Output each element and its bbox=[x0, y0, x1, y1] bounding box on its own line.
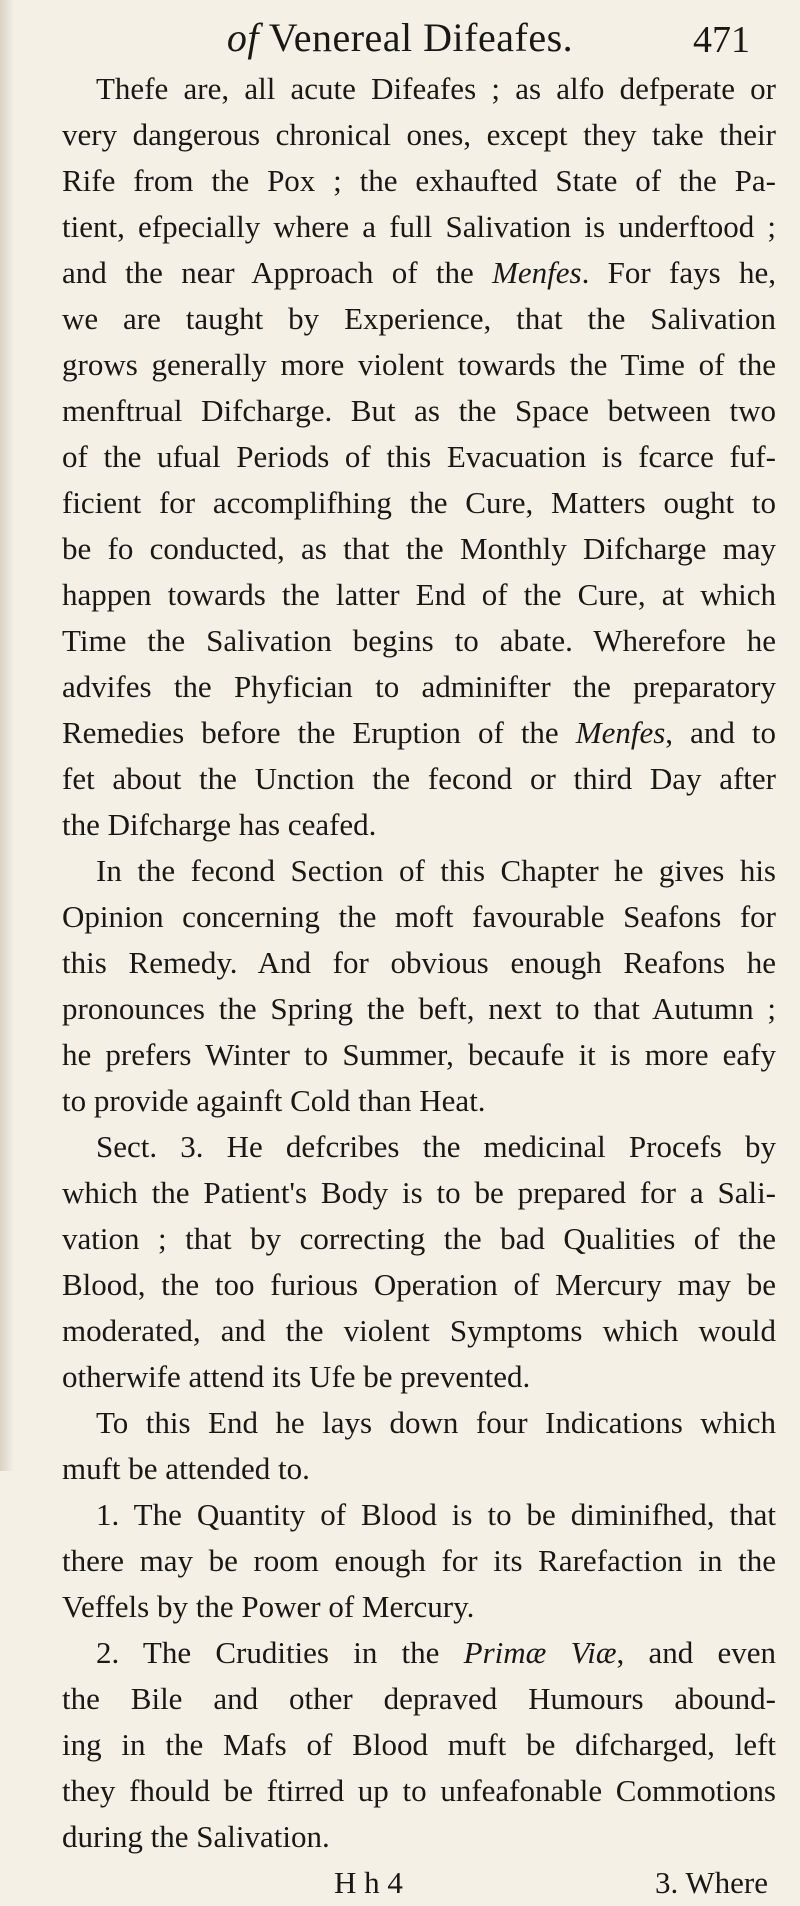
text-line: pronounces the Spring the beft, next to that Autumn ; bbox=[62, 991, 776, 1026]
page-footer bbox=[62, 1860, 776, 1906]
text-line: and the near Approach of the Menfes. For fays he, bbox=[62, 255, 776, 290]
text-line: muft be attended to. bbox=[62, 1451, 310, 1486]
text-line: To this End he lays down four Indications which bbox=[96, 1405, 776, 1440]
running-head-prefix: of bbox=[226, 15, 259, 60]
text-line: 2. The Crudities in the Primæ Viæ, and even bbox=[96, 1635, 776, 1670]
text-line: In the fecond Section of this Chapter he gives his bbox=[96, 853, 776, 888]
text-line: happen towards the latter End of the Cure, at which bbox=[62, 577, 776, 612]
text-line: we are taught by Experience, that the Salivation bbox=[62, 301, 776, 336]
text-line: very dangerous chronical ones, except they take their bbox=[62, 117, 776, 152]
text-line: ficient for accomplifhing the Cure, Matters ought to bbox=[62, 485, 776, 520]
text-line: moderated, and the violent Symptoms which would bbox=[62, 1313, 776, 1348]
text-line: menftrual Difcharge. But as the Space between two bbox=[62, 393, 776, 428]
text-line: grows generally more violent towards the Time of the bbox=[62, 347, 776, 382]
italic-term: Viæ bbox=[570, 1635, 617, 1670]
text-line: Veffels by the Power of Mercury. bbox=[62, 1589, 475, 1624]
text-line: there may be room enough for its Rarefaction in the bbox=[62, 1543, 776, 1578]
text-line: to provide againft Cold than Heat. bbox=[62, 1083, 486, 1118]
text-line: Thefe are, all acute Difeafes ; as alfo defperate or bbox=[96, 71, 776, 106]
page-header bbox=[0, 6, 800, 66]
italic-term: Menfes bbox=[492, 255, 582, 290]
text-line: during the Salivation. bbox=[62, 1819, 330, 1854]
text-line: Time the Salivation begins to abate. Wherefore he bbox=[62, 623, 776, 658]
catchword: 3. Where bbox=[654, 1865, 768, 1900]
text-line: advifes the Phyfician to adminifter the preparatory bbox=[62, 669, 776, 704]
text-line: they fhould be ftirred up to unfeafonable Commotions bbox=[62, 1773, 776, 1808]
text-line: Sect. 3. He defcribes the medicinal Procefs by bbox=[96, 1129, 776, 1164]
text-line: the Difcharge has ceafed. bbox=[62, 807, 377, 842]
text-line: Rife from the Pox ; the exhaufted State of the Pa- bbox=[62, 163, 776, 198]
body-text bbox=[62, 66, 776, 1906]
running-head bbox=[0, 14, 800, 61]
text-line: vation ; that by correcting the bad Qualities of the bbox=[62, 1221, 776, 1256]
text-line: the Bile and other depraved Humours abound- bbox=[62, 1681, 776, 1716]
text-line: Opinion concerning the moft favourable Seafons for bbox=[62, 899, 776, 934]
page-gutter-shadow bbox=[0, 0, 14, 1471]
text-line: Blood, the too furious Operation of Mercury may be bbox=[62, 1267, 776, 1302]
italic-term: Primæ bbox=[463, 1635, 547, 1670]
page-number: 471 bbox=[693, 19, 750, 61]
text-line: 1. The Quantity of Blood is to be diminifhed, that bbox=[96, 1497, 776, 1532]
text-line: this Remedy. And for obvious enough Reafons he bbox=[62, 945, 776, 980]
running-head-title: Venereal Difeafes. bbox=[268, 15, 574, 60]
text-line: tient, efpecially where a full Salivation is underftood ; bbox=[62, 209, 776, 244]
text-line: be fo conducted, as that the Monthly Difcharge may bbox=[62, 531, 776, 566]
text-line: fet about the Unction the fecond or third Day after bbox=[62, 761, 776, 796]
signature-mark: H h 4 bbox=[334, 1865, 403, 1900]
italic-term: Menfes bbox=[575, 715, 666, 750]
text-line: otherwife attend its Ufe be prevented. bbox=[62, 1359, 531, 1394]
text-line: which the Patient's Body is to be prepared for a Sali- bbox=[62, 1175, 776, 1210]
text-line: ing in the Mafs of Blood muft be difcharged, left bbox=[62, 1727, 776, 1762]
text-line: Remedies before the Eruption of the Menfes, and to bbox=[62, 715, 776, 750]
text-line: of the ufual Periods of this Evacuation is fcarce fuf- bbox=[62, 439, 776, 474]
text-line: he prefers Winter to Summer, becaufe it is more eafy bbox=[62, 1037, 776, 1072]
